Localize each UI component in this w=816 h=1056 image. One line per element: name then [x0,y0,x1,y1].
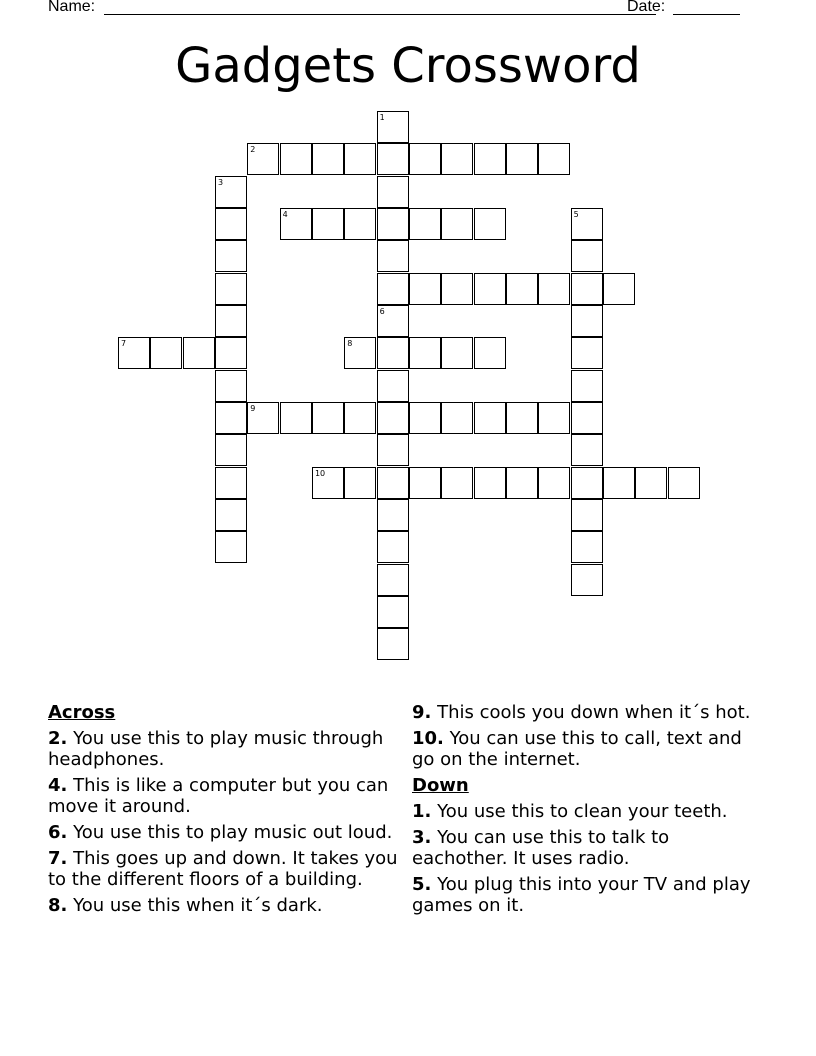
crossword-cell[interactable] [474,208,506,240]
crossword-cell[interactable] [344,402,376,434]
crossword-cell[interactable] [280,143,312,175]
crossword-cell[interactable] [409,467,441,499]
crossword-cell[interactable] [635,467,667,499]
clue-number-label: 7 [120,339,127,349]
crossword-cell[interactable] [377,208,409,240]
clue-across-10 [412,728,757,770]
crossword-cell[interactable] [603,467,635,499]
crossword-cell[interactable] [441,208,473,240]
clue-number: 3. [412,827,432,848]
crossword-cell[interactable] [441,337,473,369]
crossword-cell[interactable] [506,402,538,434]
crossword-cell[interactable] [571,531,603,563]
crossword-cell[interactable] [377,596,409,628]
clue-number-label: 6 [379,306,385,316]
clue-number: 6. [48,822,68,843]
clue-across-9 [412,702,757,723]
crossword-cell[interactable] [377,564,409,596]
crossword-cell[interactable] [506,143,538,175]
crossword-cell[interactable] [474,467,506,499]
crossword-cell[interactable] [344,143,376,175]
clue-number-label: 1 [379,112,385,122]
crossword-cell[interactable] [215,499,247,531]
clue-text: This is like a computer but you can move it around. [48,775,389,817]
crossword-cell[interactable] [571,499,603,531]
crossword-cell[interactable] [441,273,473,305]
clue-down-1 [412,801,757,822]
crossword-cell[interactable] [571,305,603,337]
crossword-cell[interactable] [506,273,538,305]
name-label: Name: [48,0,96,15]
clue-text: This goes up and down. It takes you to the different floors of a building. [48,848,398,890]
clue-number-label: 9 [250,403,256,413]
clue-text: You can use this to talk to eachother. It uses radio. [412,827,670,869]
crossword-cell[interactable] [150,337,182,369]
crossword-cell[interactable] [377,111,409,143]
crossword-cell[interactable] [312,402,344,434]
crossword-cell[interactable] [571,208,603,240]
crossword-cell[interactable] [474,337,506,369]
crossword-cell[interactable] [409,143,441,175]
crossword-cell[interactable] [215,531,247,563]
crossword-cell[interactable] [215,305,247,337]
crossword-cell[interactable] [183,337,215,369]
crossword-cell[interactable] [506,467,538,499]
crossword-cell[interactable] [280,208,312,240]
crossword-cell[interactable] [215,402,247,434]
clue-across-2 [48,728,398,770]
crossword-cell[interactable] [409,208,441,240]
crossword-cell[interactable] [280,402,312,434]
crossword-cell[interactable] [215,176,247,208]
crossword-cell[interactable] [247,143,279,175]
clue-number: 8. [48,895,68,916]
clue-text: You use this to clean your teeth. [437,801,728,822]
clue-number-label: 4 [282,209,288,219]
clue-down-5 [412,874,757,916]
crossword-cell[interactable] [571,337,603,369]
clue-across-7 [48,848,398,890]
clue-number: 1. [412,801,432,822]
date-label: Date: [627,0,666,15]
clue-number: 2. [48,728,68,749]
crossword-cell[interactable] [215,240,247,272]
clue-text: This cools you down when it´s hot. [437,702,751,723]
clue-text: You use this to play music out loud. [73,822,393,843]
crossword-cell[interactable] [215,467,247,499]
crossword-cell[interactable] [538,143,570,175]
crossword-cell[interactable] [377,143,409,175]
crossword-cell[interactable] [377,305,409,337]
clue-number-label: 3 [217,177,224,187]
crossword-cell[interactable] [312,208,344,240]
crossword-cell[interactable] [377,176,409,208]
clues-right-column [412,702,757,921]
crossword-cell[interactable] [571,370,603,402]
clue-number: 4. [48,775,68,796]
crossword-cell[interactable] [247,402,279,434]
crossword-cell[interactable] [377,240,409,272]
crossword-cell[interactable] [377,402,409,434]
clue-number-label: 2 [250,145,256,155]
crossword-cell[interactable] [344,467,376,499]
crossword-cell[interactable] [377,499,409,531]
crossword-cell[interactable] [441,402,473,434]
crossword-cell[interactable] [571,240,603,272]
crossword-cell[interactable] [571,273,603,305]
clue-number-label: 8 [347,339,353,349]
crossword-cell[interactable] [377,531,409,563]
crossword-cell[interactable] [474,273,506,305]
clue-number: 5. [412,874,432,895]
clue-number-label: 10 [314,468,326,478]
crossword-cell[interactable] [344,208,376,240]
clue-down-3 [412,827,757,869]
down-heading: Down [412,775,469,796]
crossword-cell[interactable] [312,467,344,499]
clue-number: 9. [412,702,432,723]
crossword-cell[interactable] [571,402,603,434]
clues-left-column [48,702,398,921]
crossword-cell[interactable] [474,402,506,434]
crossword-cell[interactable] [377,370,409,402]
crossword-cell[interactable] [409,402,441,434]
crossword-cell[interactable] [215,370,247,402]
crossword-cell[interactable] [603,273,635,305]
crossword-cell[interactable] [344,337,376,369]
crossword-cell[interactable] [441,467,473,499]
crossword-cell[interactable] [571,467,603,499]
crossword-cell[interactable] [312,143,344,175]
clue-across-4 [48,775,398,817]
crossword-cell[interactable] [377,628,409,660]
clue-number: 10. [412,728,444,749]
crossword-cell[interactable] [409,273,441,305]
crossword-cell[interactable] [377,467,409,499]
crossword-cell[interactable] [377,337,409,369]
crossword-cell[interactable] [441,143,473,175]
clue-text: You use this to play music through headphones. [48,728,384,770]
crossword-cell[interactable] [409,337,441,369]
crossword-cell[interactable] [377,273,409,305]
page-title: Gadgets Crossword [175,38,641,94]
clue-text: You plug this into your TV and play games on it. [412,874,751,916]
clue-text: You use this when it´s dark. [73,895,323,916]
crossword-cell[interactable] [474,143,506,175]
crossword-cell[interactable] [571,564,603,596]
crossword-cell[interactable] [538,402,570,434]
crossword-cell[interactable] [377,434,409,466]
clue-across-6 [48,822,398,843]
clue-number: 7. [48,848,68,869]
across-heading: Across [48,702,116,723]
crossword-cell[interactable] [215,273,247,305]
crossword-cell[interactable] [571,434,603,466]
crossword-cell[interactable] [215,337,247,369]
crossword-cell[interactable] [118,337,150,369]
crossword-cell[interactable] [538,467,570,499]
crossword-cell[interactable] [538,273,570,305]
clue-number-label: 5 [573,209,579,219]
crossword-cell[interactable] [215,434,247,466]
clue-text: You can use this to call, text and go on the internet. [412,728,742,770]
crossword-cell[interactable] [215,208,247,240]
clue-across-8 [48,895,398,916]
crossword-cell[interactable] [668,467,700,499]
